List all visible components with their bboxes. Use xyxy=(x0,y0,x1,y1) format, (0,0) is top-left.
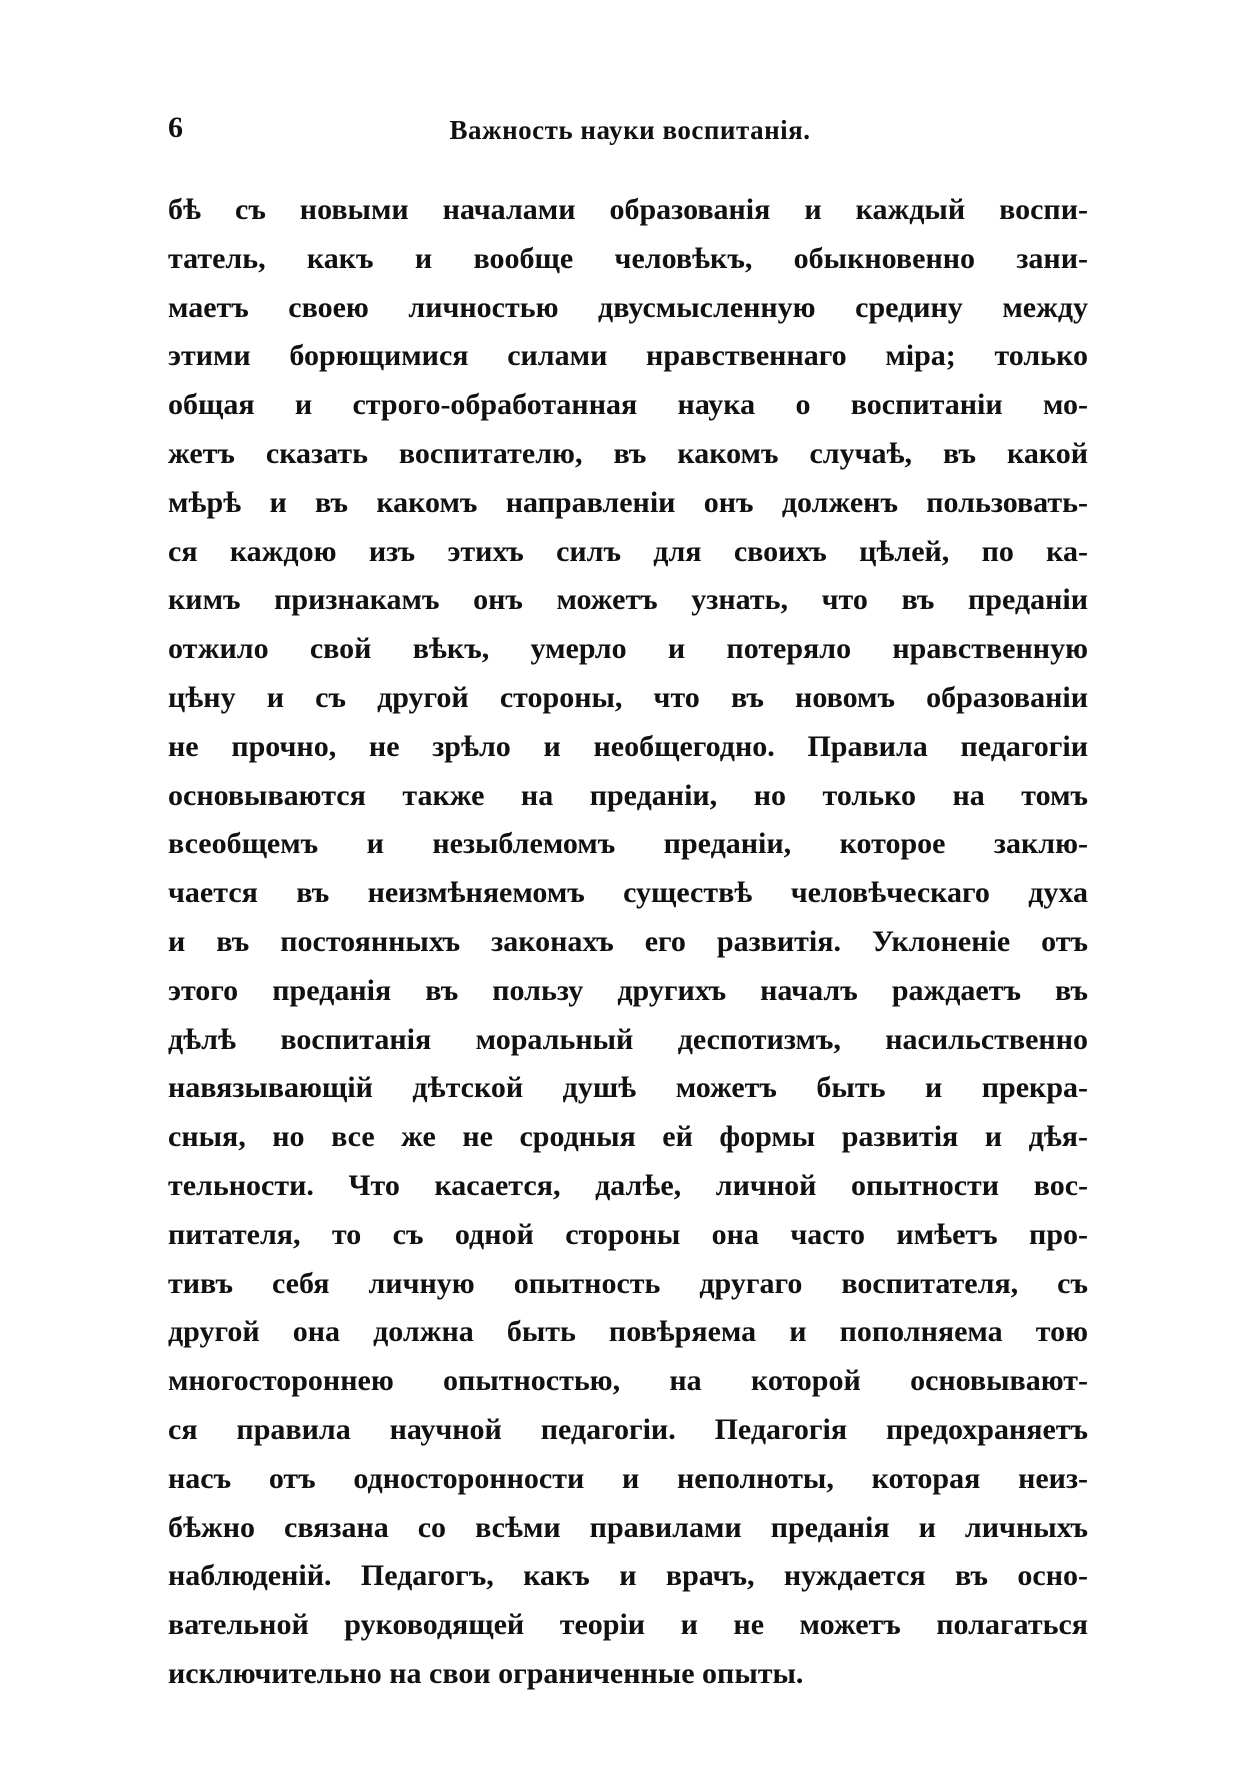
text-line: сныя, но все же не сродныя ей формы развитія и дѣя- xyxy=(168,1120,1088,1154)
text-line: насъ отъ односторонности и неполноты, которая неиз- xyxy=(168,1461,1088,1495)
text-line: тельности. Что касается, далѣе, личной опытности вос- xyxy=(168,1168,1088,1202)
text-line: бѣжно связана со всѣми правилами преданія и личныхъ xyxy=(168,1510,1088,1544)
text-line: тивъ себя личную опытность другаго воспитателя, съ xyxy=(168,1266,1088,1300)
text-line: чается въ неизмѣняемомъ существѣ человѣческаго духа xyxy=(168,876,1088,910)
text-line: жетъ сказать воспитателю, въ какомъ случаѣ, въ какой xyxy=(168,436,1088,470)
text-line: отжило свой вѣкъ, умерло и потеряло нравственную xyxy=(168,632,1088,666)
text-line: этого преданія въ пользу другихъ началъ раждаетъ въ xyxy=(168,973,1088,1007)
text-line: многостороннею опытностью, на которой основывают- xyxy=(168,1364,1088,1398)
text-line: вательной руководящей теоріи и не можетъ полагаться xyxy=(168,1608,1088,1642)
text-line: ся правила научной педагогіи. Педагогія предохраняетъ xyxy=(168,1412,1088,1446)
text-line: основываются также на преданіи, но только на томъ xyxy=(168,778,1088,812)
text-line: мѣрѣ и въ какомъ направленіи онъ долженъ пользовать- xyxy=(168,485,1088,519)
text-line: навязывающій дѣтской душѣ можетъ быть и прекра- xyxy=(168,1071,1088,1105)
text-line: дѣлѣ воспитанія моральный деспотизмъ, насильственно xyxy=(168,1022,1088,1056)
page-number: 6 xyxy=(168,111,183,144)
text-line: кимъ признакамъ онъ можетъ узнать, что въ преданіи xyxy=(168,583,1088,617)
text-line: всеобщемъ и незыблемомъ преданіи, которое заклю- xyxy=(168,827,1088,861)
text-line: маетъ своею личностью двусмысленную средину между xyxy=(168,290,1088,324)
text-line: татель, какъ и вообще человѣкъ, обыкновенно зани- xyxy=(168,241,1088,275)
text-line: наблюденій. Педагогъ, какъ и врачъ, нуждается въ осно- xyxy=(168,1559,1088,1593)
text-line: не прочно, не зрѣло и необщегодно. Правила педагогіи xyxy=(168,729,1088,763)
text-line: ся каждою изъ этихъ силъ для своихъ цѣлей, по ка- xyxy=(168,534,1088,568)
text-line: исключительно на свои ограниченные опыты. xyxy=(168,1656,804,1690)
text-line: другой она должна быть повѣряема и пополняема тою xyxy=(168,1315,1088,1349)
text-line: цѣну и съ другой стороны, что въ новомъ образованіи xyxy=(168,680,1088,714)
text-line: питателя, то съ одной стороны она часто имѣетъ про- xyxy=(168,1217,1088,1251)
text-line: этими борющимися силами нравственнаго міра; только xyxy=(168,339,1088,373)
body-text xyxy=(168,186,1088,1699)
text-line: общая и строго-обработанная наука о воспитаніи мо- xyxy=(168,388,1088,422)
running-head: Важность науки воспитанія. xyxy=(449,115,811,145)
text-line: и въ постоянныхъ законахъ его развитія. Уклоненіе отъ xyxy=(168,924,1088,958)
text-line: бѣ съ новыми началами образованія и каждый воспи- xyxy=(168,193,1088,226)
